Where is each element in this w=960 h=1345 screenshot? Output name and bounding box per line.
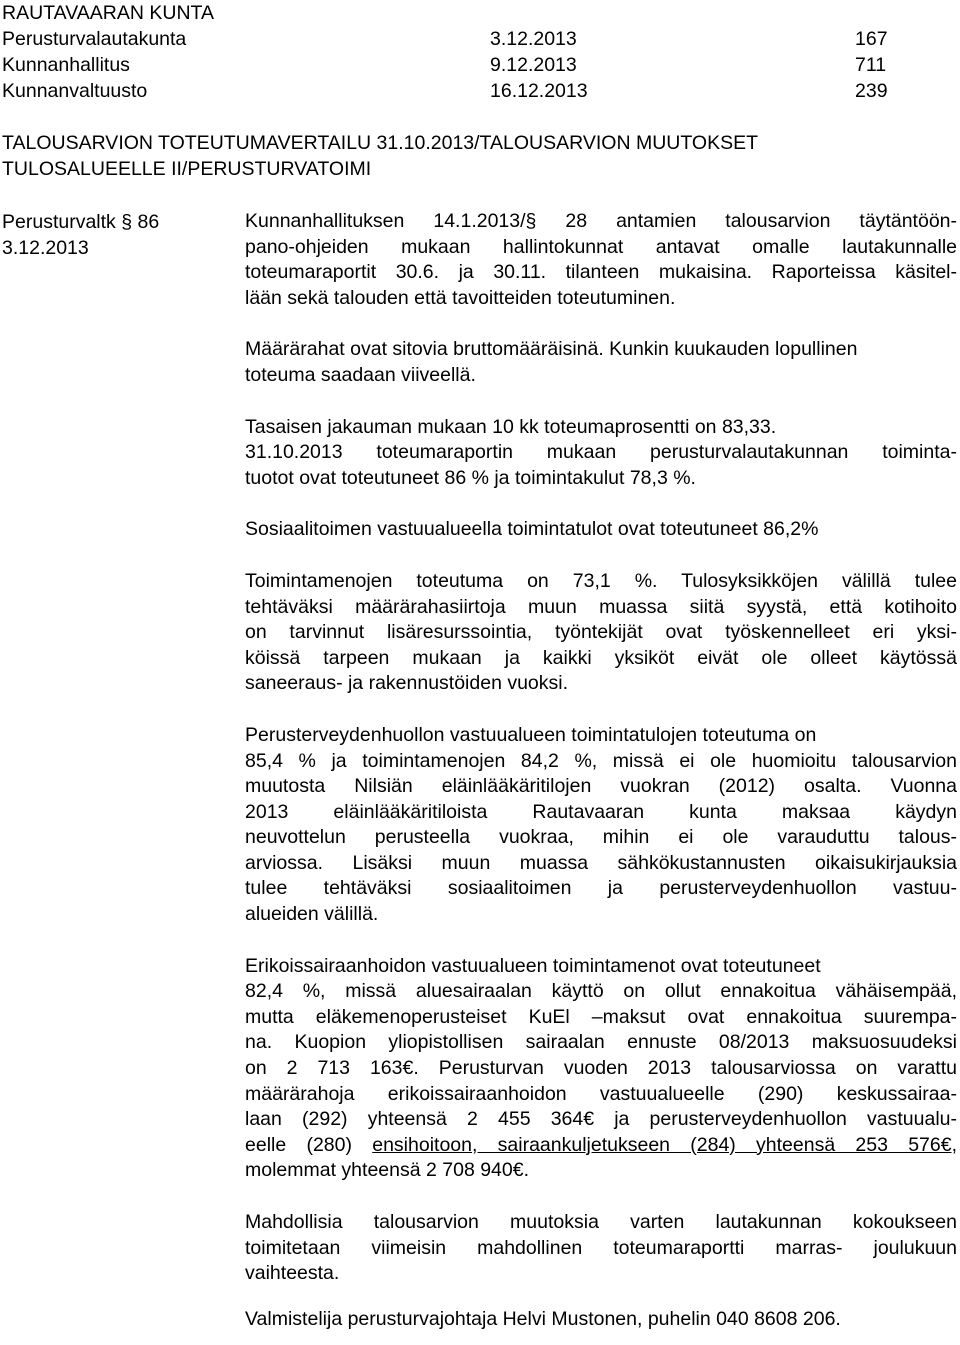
text-line: mutta eläkemenoperusteiset KuEl –maksut ovat ennakoitua suurempa- <box>245 1005 957 1028</box>
meeting-date: 3.12.2013 <box>490 28 577 50</box>
text-line: Kunnanhallituksen 14.1.2013/§ 28 antamien talousarvion täytäntöön- <box>245 210 957 232</box>
document-title-line-2: TULOSALUEELLE II/PERUSTURVATOIMI <box>2 158 372 180</box>
text-line: toteumaraportit 30.6. ja 30.11. tilanteen mukaisina. Raporteissa käsitel- <box>245 261 957 284</box>
paragraph-appropriations <box>245 337 957 388</box>
text-line: köissä tarpeen mukaan ja kaikki yksiköt eivät ole olleet käytössä <box>245 646 957 669</box>
meeting-date: 9.12.2013 <box>490 54 577 76</box>
text-line: Sosiaalitoimen vastuualueella toimintatulot ovat toteutuneet 86,2% <box>245 518 819 541</box>
text-line: lään sekä talouden että tavoitteiden toteutuminen. <box>245 286 676 309</box>
paragraph-realization-percent <box>245 415 957 492</box>
text-line: toteuma saadaan viiveellä. <box>245 363 476 386</box>
text-line: arviossa. Lisäksi muun muassa sähkökustannusten oikaisukirjauksia <box>245 851 957 874</box>
text-line: on 2 713 163€. Perusturvan vuoden 2013 talousarviossa on varattu <box>245 1057 957 1080</box>
meeting-section-number: 239 <box>855 80 888 102</box>
municipality-name: RAUTAVAARAN KUNTA <box>2 2 214 24</box>
text-line: saneeraus- ja rakennustöiden vuoksi. <box>245 672 569 695</box>
text-line: Määrärahat ovat sitovia bruttomääräisinä. Kunkin kuukauden lopullinen <box>245 338 858 361</box>
text-segment: eelle (280) <box>245 1133 373 1156</box>
paragraph-specialized-health-care <box>245 954 957 1184</box>
paragraph-budget-changes <box>245 1210 957 1287</box>
text-line: määrärahoja erikoissairaanhoidon vastuualueelle (290) keskussairaa- <box>245 1082 957 1105</box>
text-line: 85,4 % ja toimintamenojen 84,2 %, missä ei ole huomioitu talousarvion <box>245 749 957 772</box>
text-line: muutosta Nilsiän eläinlääkäritilojen vuokran (2012) osalta. Vuonna <box>245 775 957 798</box>
reference-date: 3.12.2013 <box>2 237 89 259</box>
body-text <box>245 209 957 1332</box>
text-line: Toimintamenojen toteutuma on 73,1 %. Tulosyksikköjen välillä tulee <box>245 569 957 592</box>
meeting-section-number: 711 <box>855 54 887 76</box>
paragraph-social-services-income <box>245 517 957 543</box>
text-line: tuotot ovat toteutuneet 86 % ja toimintakulut 78,3 %. <box>245 466 696 489</box>
text-line: 31.10.2013 toteumaraportin mukaan perusturvalautakunnan toiminta- <box>245 441 957 464</box>
meeting-body: Perusturvalautakunta <box>2 28 187 50</box>
text-line: Mahdollisia talousarvion muutoksia varten lautakunnan kokoukseen <box>245 1211 957 1233</box>
text-line: na. Kuopion yliopistollisen sairaalan ennuste 08/2013 maksuosuudeksi <box>245 1031 957 1054</box>
underlined-text-segment: ensihoitoon, sairaankuljetukseen (284) yhteensä 253 576€, <box>372 1133 958 1156</box>
text-line: pano-ohjeiden mukaan hallintokunnat antavat omalle lautakunnalle <box>245 235 957 258</box>
preparer-line <box>245 1307 957 1333</box>
meeting-section-number: 167 <box>855 28 888 50</box>
text-line: Erikoissairaanhoidon vastuualueen toimintamenot ovat toteutuneet <box>245 954 821 977</box>
text-line: vaihteesta. <box>245 1262 340 1285</box>
text-line: neuvottelun perusteella vuokraa, mihin ei ole varauduttu talous- <box>245 826 957 849</box>
meeting-body: Kunnanhallitus <box>2 54 130 76</box>
text-line: molemmat yhteensä 2 708 940€. <box>245 1159 530 1182</box>
meeting-date: 16.12.2013 <box>490 80 588 102</box>
meeting-body: Kunnanvaltuusto <box>2 80 148 102</box>
text-line: Tasaisen jakauman mukaan 10 kk toteumaprosentti on 83,33. <box>245 415 777 438</box>
text-line: Valmistelija perusturvajohtaja Helvi Mustonen, puhelin 040 8608 206. <box>245 1307 841 1330</box>
paragraph-primary-health-care <box>245 723 957 928</box>
paragraph-operating-expenses <box>245 569 957 697</box>
text-line: Perusterveydenhuollon vastuualueen toimintatulojen toteutuma on <box>245 723 817 746</box>
text-line: alueiden välillä. <box>245 903 379 926</box>
text-line: tehtäväksi määrärahasiirtoja muun muassa siitä syystä, että kotihoito <box>245 595 957 618</box>
paragraph-budget-instructions <box>245 209 957 311</box>
text-line: laan (292) yhteensä 2 455 364€ ja perusterveydenhuollon vastuualu- <box>245 1108 957 1131</box>
text-line: 82,4 %, missä aluesairaalan käyttö on ollut ennakoitua vähäisempää, <box>245 980 957 1003</box>
document-title-line-1: TALOUSARVION TOTEUTUMAVERTAILU 31.10.2013/TALOUSARVION MUUTOKSET <box>2 132 759 154</box>
text-line: toimitetaan viimeisin mahdollinen toteumaraportti marras- joulukuun <box>245 1236 957 1259</box>
text-line: tulee tehtäväksi sosiaalitoimen ja perusterveydenhuollon vastuu- <box>245 877 957 900</box>
text-line: on tarvinnut lisäresurssointia, työntekijät ovat työskennelleet eri yksi- <box>245 621 957 644</box>
text-line: 2013 eläinlääkäritiloista Rautavaaran kunta maksaa käydyn <box>245 800 957 823</box>
text-line <box>245 1133 957 1159</box>
reference-label: Perusturvaltk § 86 <box>2 211 160 233</box>
